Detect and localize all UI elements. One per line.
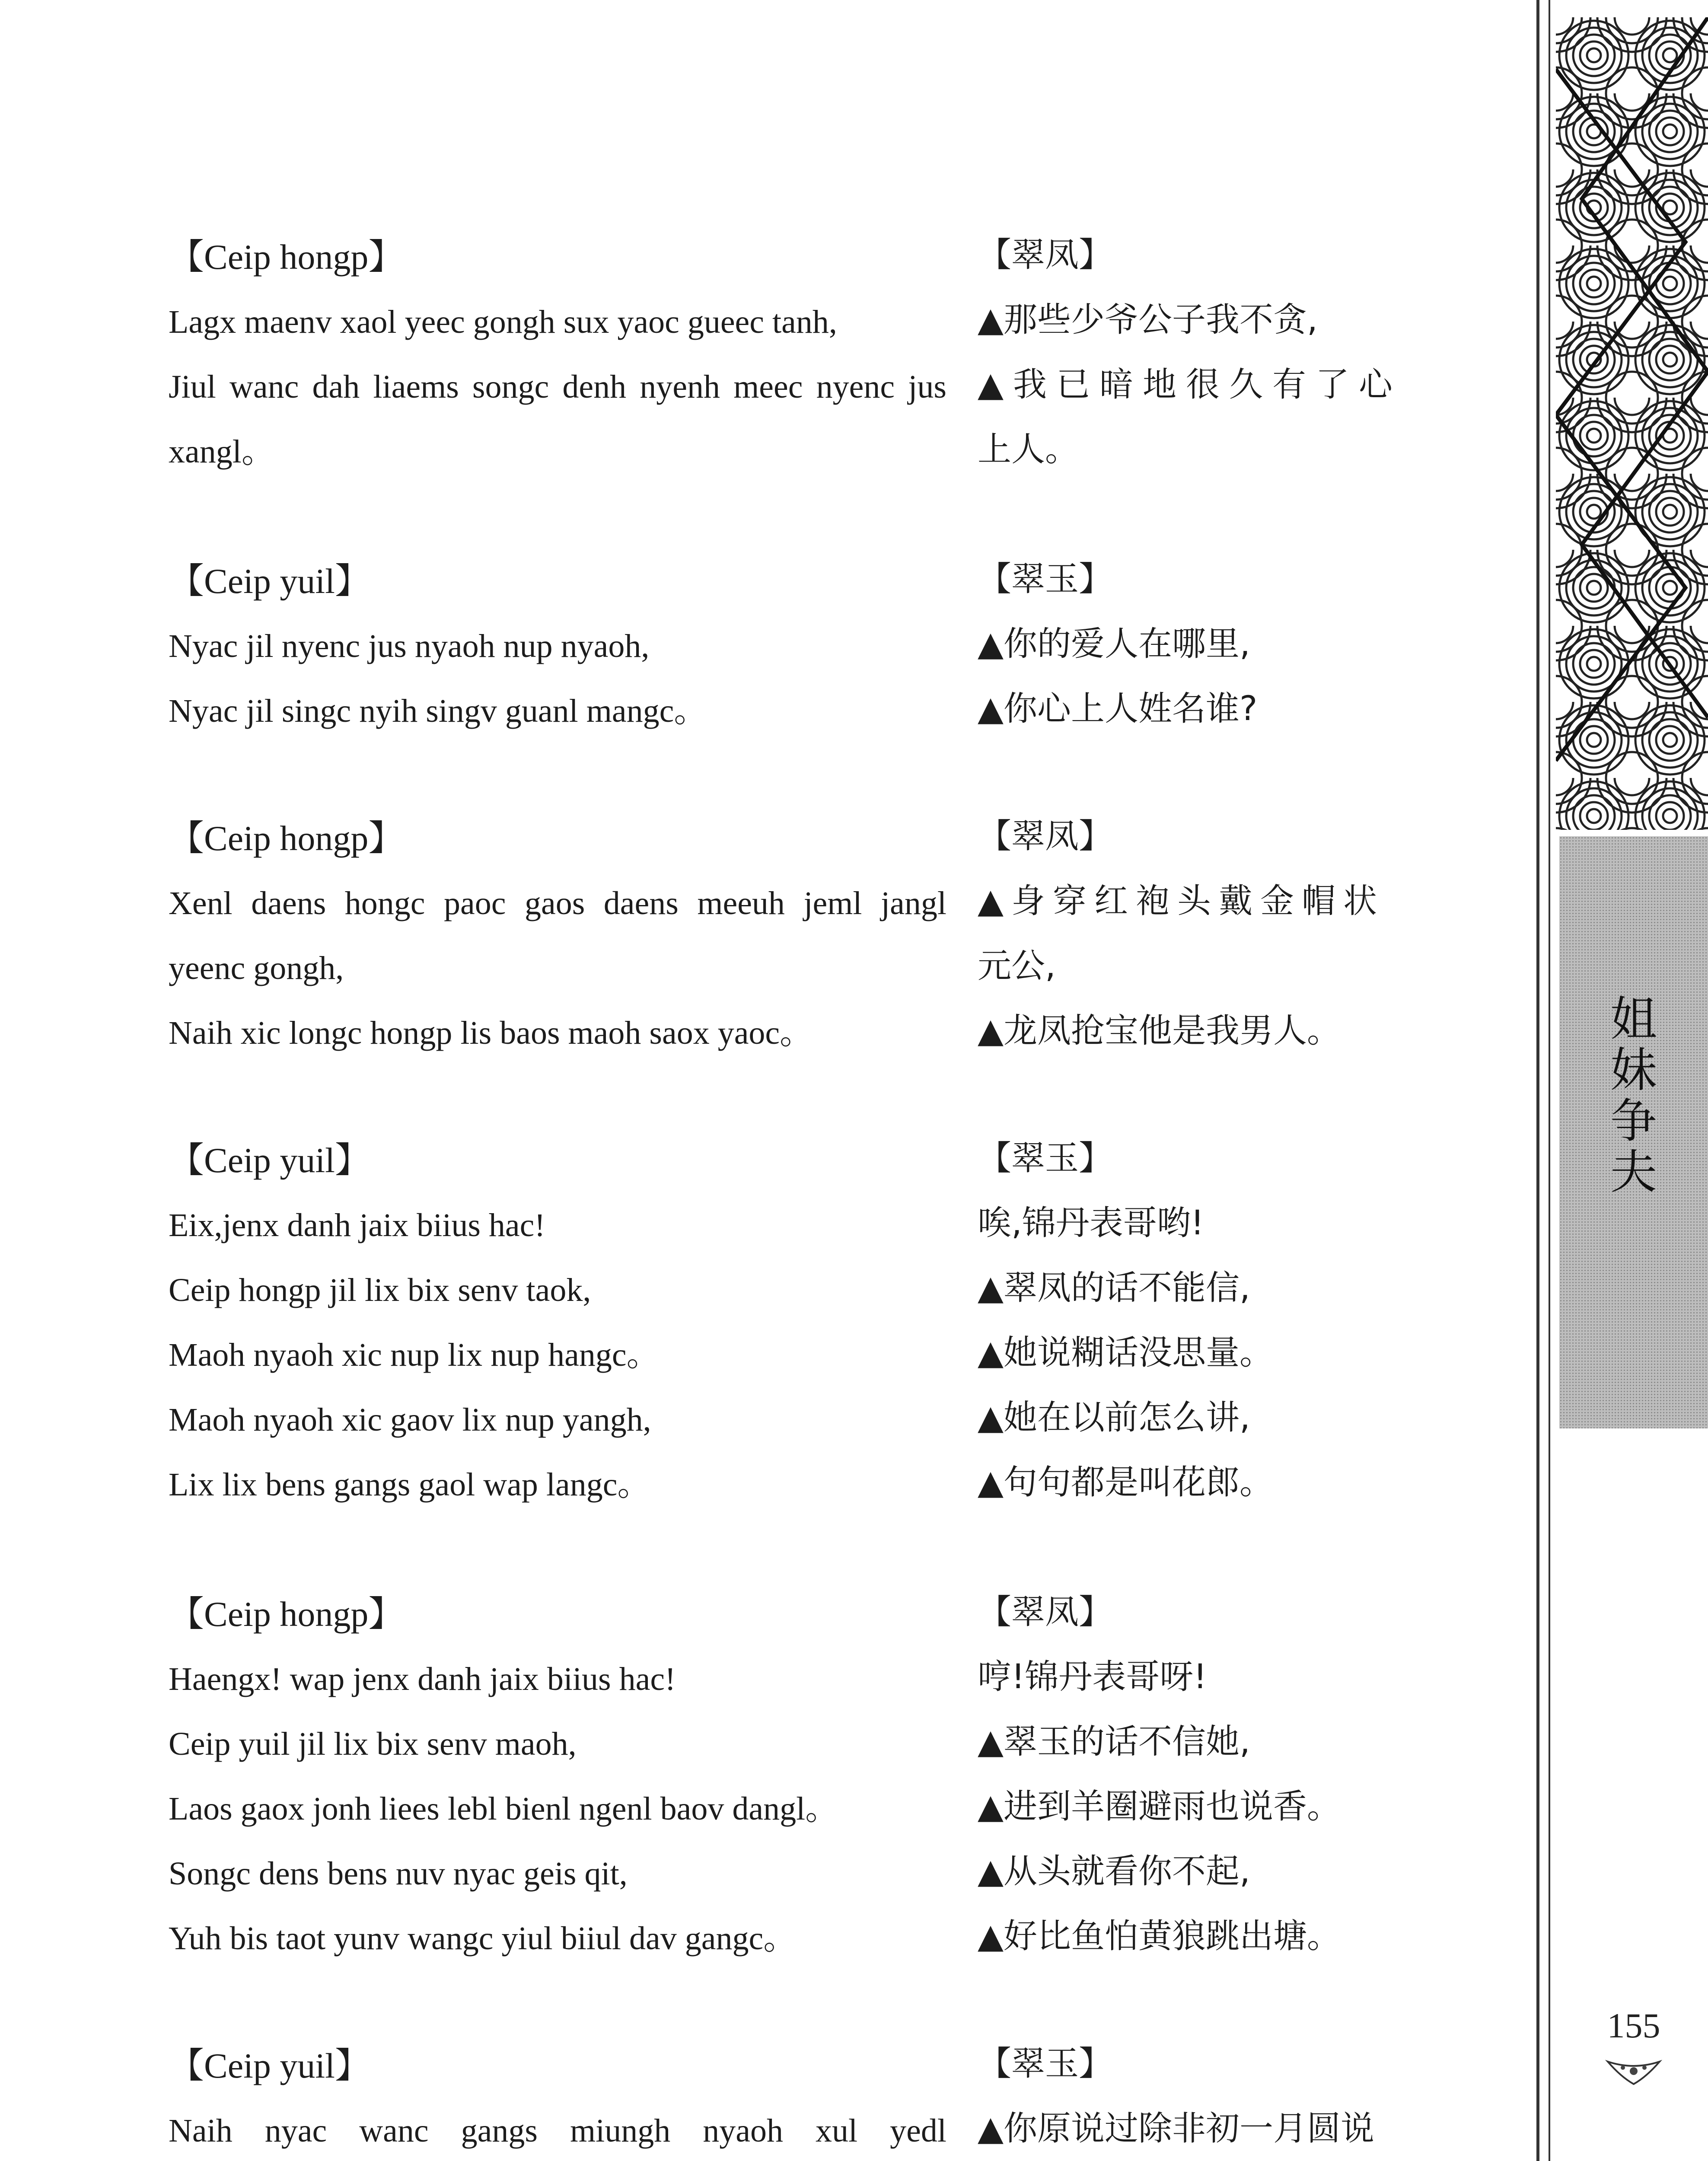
verse-line: Maoh nyaoh xic nup lix nup hangc。 xyxy=(169,1337,660,1373)
chapter-title-char: 姐 xyxy=(1610,992,1657,1046)
stanza-1 xyxy=(169,225,946,484)
margin-rule xyxy=(1536,0,1539,2161)
verse-line: Xenl daens hongc paoc gaos daens meeuh jeml jangl yeenc gongh, xyxy=(169,885,946,986)
speaker-label: 【Ceip yuil】 xyxy=(169,2046,370,2085)
chapter-title-char: 夫 xyxy=(1610,1145,1657,1199)
verse-line: Lix lix bens gangs gaol wap langc。 xyxy=(169,1466,650,1503)
verse-line: 哼!锦丹表哥呀! xyxy=(978,1657,1207,1696)
stanza-4 xyxy=(169,1128,660,1517)
verse-line: Jiul wanc dah liaems songc denh nyenh meec nyenc jus xangl。 xyxy=(169,369,946,470)
verse-line: ▲好比鱼怕黄狼跳出塘。 xyxy=(978,1917,1341,1956)
chapter-title xyxy=(1599,994,1668,1198)
stanza-3 xyxy=(169,806,946,1065)
verse-line: Maoh nyaoh xic gaov lix nup yangh, xyxy=(169,1402,651,1438)
chapter-title-char: 争 xyxy=(1610,1094,1657,1148)
verse-line: Ceip yuil jil lix bix senv maoh, xyxy=(169,1726,577,1762)
verse-line: Ceip hongp jil lix bix senv taok, xyxy=(169,1272,591,1308)
speaker-label: 【翠玉】 xyxy=(978,1139,1113,1178)
stanza-3-zh xyxy=(978,804,1385,1063)
speaker-label: 【翠凤】 xyxy=(978,817,1113,856)
verse-line: Songc dens bens nuv nyac geis qit, xyxy=(169,1855,628,1892)
verse-line: ▲进到羊圈避雨也说香。 xyxy=(978,1787,1341,1826)
verse-line: ▲你心上人姓名谁? xyxy=(978,689,1258,728)
speaker-label: 【翠凤】 xyxy=(978,1593,1113,1632)
verse-line: ▲我已暗地很久有了心 xyxy=(978,365,1402,404)
verse-line: ▲她说糊话没思量。 xyxy=(978,1333,1273,1372)
verse-line: ▲翠凤的话不能信, xyxy=(978,1269,1250,1307)
verse-line: Naih nyac wanc gangs miungh nyaoh xul yedl xyxy=(169,2113,946,2149)
verse-line: ▲龙凤抢宝他是我男人。 xyxy=(978,1011,1341,1050)
verse-line: ▲那些少爷公子我不贪, xyxy=(978,300,1318,339)
chapter-title-char: 妹 xyxy=(1610,1043,1657,1097)
verse-line: ▲翠玉的话不信她, xyxy=(978,1722,1250,1761)
verse-line: ▲你的爱人在哪里, xyxy=(978,625,1250,663)
stanza-4-zh xyxy=(978,1126,1273,1515)
verse-line: Yuh bis taot yunv wangc yiul biiul dav gangc。 xyxy=(169,1920,797,1957)
stanza-5 xyxy=(169,1582,838,1971)
verse-line: 元公, xyxy=(978,947,1056,985)
verse-line: Nyac jil nyenc jus nyaoh nup nyaoh, xyxy=(169,628,650,664)
speaker-label: 【翠凤】 xyxy=(978,236,1113,274)
verse-line: Lagx maenv xaol yeec gongh sux yaoc gueec tanh, xyxy=(169,304,837,340)
verse-line: ▲从头就看你不起, xyxy=(978,1852,1250,1891)
page-number: 155 xyxy=(1607,2006,1660,2045)
stanza-6-zh xyxy=(978,2031,1374,2161)
speaker-label: 【Ceip hongp】 xyxy=(169,1594,404,1634)
speaker-label: 【Ceip hongp】 xyxy=(169,819,404,858)
stanza-2-zh xyxy=(978,547,1257,741)
verse-line: Nyac jil singc nyih singv guanl mangc。 xyxy=(169,693,707,729)
margin-rule xyxy=(1549,0,1550,2161)
verse-line: ▲身穿红袍头戴金帽状 xyxy=(978,882,1385,921)
verse-line: Eix,jenx danh jaix biius hac! xyxy=(169,1207,545,1243)
verse-line: ▲句句都是叫花郎。 xyxy=(978,1463,1273,1502)
stanza-6 xyxy=(169,2034,946,2161)
speaker-label: 【Ceip yuil】 xyxy=(169,561,370,601)
speaker-label: 【Ceip yuil】 xyxy=(169,1141,370,1180)
cloud-pattern-ornament xyxy=(1556,17,1708,830)
verse-line: 唉,锦丹表哥哟! xyxy=(978,1204,1205,1243)
stanza-5-zh xyxy=(978,1580,1341,1969)
stanza-2 xyxy=(169,549,707,743)
speaker-label: 【翠玉】 xyxy=(978,560,1113,599)
stanza-1-zh xyxy=(978,223,1402,482)
verse-line: Haengx! wap jenx danh jaix biius hac! xyxy=(169,1661,676,1697)
verse-line: ▲她在以前怎么讲, xyxy=(978,1398,1250,1437)
speaker-label: 【Ceip hongp】 xyxy=(169,237,404,277)
verse-line: Naih xic longc hongp lis baos maoh saox yaoc。 xyxy=(169,1015,813,1051)
verse-line: ▲你原说过除非初一月圆说 xyxy=(978,2109,1374,2148)
verse-line: 上人。 xyxy=(978,430,1079,469)
speaker-label: 【翠玉】 xyxy=(978,2044,1113,2083)
verse-line: Laos gaox jonh liees lebl bienl ngenl baov dangl。 xyxy=(169,1791,838,1827)
page-number-ornament xyxy=(1603,2057,1664,2088)
